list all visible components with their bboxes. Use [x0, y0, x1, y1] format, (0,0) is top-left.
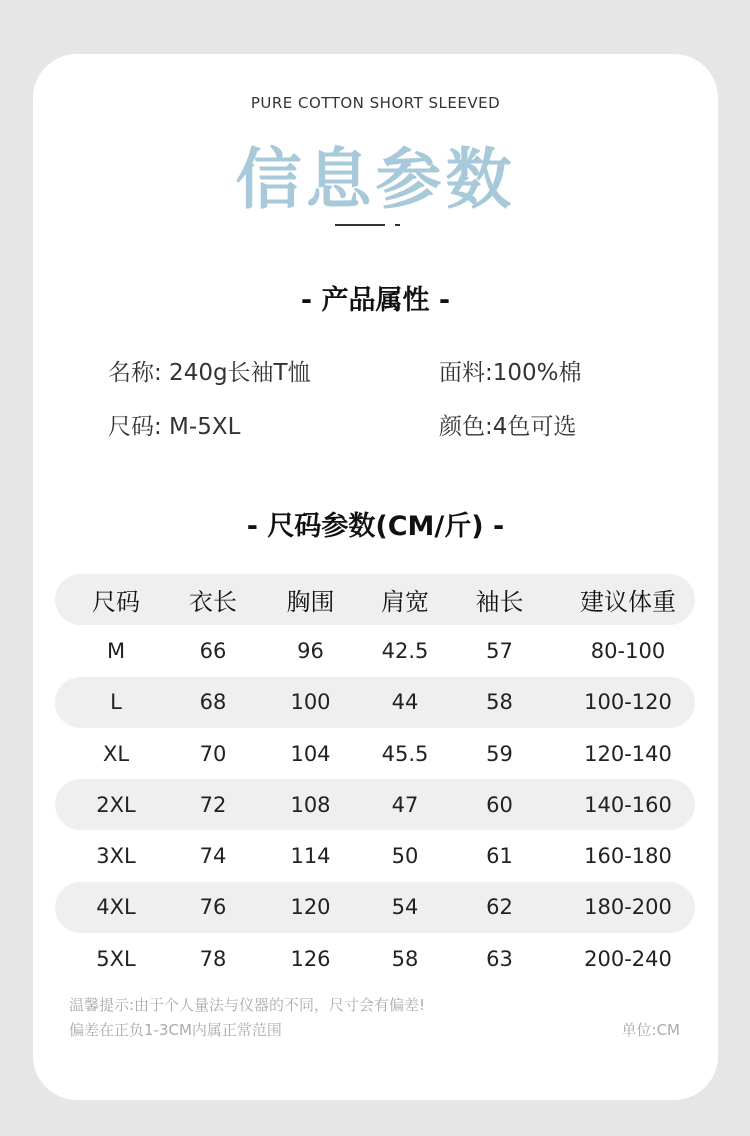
table-cell: 47 [391, 792, 419, 817]
table-cell: 140-160 [584, 792, 672, 817]
product-section-title: - 产品属性 - [300, 285, 451, 316]
table-cell: 100 [290, 690, 331, 715]
table-cell: 100-120 [584, 690, 672, 715]
table-cell: 78 [199, 946, 227, 971]
table-cell: 62 [486, 895, 513, 920]
table-cell: 96 [297, 638, 324, 663]
table-cell: 2XL [96, 792, 136, 817]
table-cell: 54 [391, 895, 419, 920]
table-cell: 58 [486, 690, 513, 715]
table-cell: 120-140 [584, 741, 672, 766]
table-cell: 5XL [96, 946, 136, 971]
table-cell: 68 [199, 690, 227, 715]
title-divider-dot [395, 224, 400, 226]
header-cell: 袖长 [475, 588, 524, 617]
header-cell: 建议体重 [580, 588, 676, 617]
product-size-range: 尺码: M-5XL [108, 414, 241, 440]
product-name: 名称: 240g长袖T恤 [108, 360, 311, 386]
table-cell: 76 [199, 895, 227, 920]
title-divider [335, 224, 385, 226]
table-cell: 108 [290, 792, 331, 817]
table-cell: 61 [486, 844, 513, 869]
table-cell: 120 [290, 895, 331, 920]
size-table [55, 574, 695, 984]
header-cell: 胸围 [286, 588, 335, 617]
table-cell: 80-100 [590, 638, 666, 663]
table-row [55, 933, 695, 984]
table-cell: 57 [486, 638, 513, 663]
table-cell: 72 [199, 792, 227, 817]
table-row [55, 728, 695, 779]
table-cell: 66 [199, 638, 227, 663]
table-cell: 126 [290, 946, 331, 971]
table-row [55, 677, 695, 728]
header-cell: 肩宽 [381, 588, 429, 617]
table-cell: 180-200 [584, 895, 672, 920]
size-section-title: - 尺码参数(CM/斤) - [246, 511, 505, 542]
eyebrow-text: PURE COTTON SHORT SLEEVED [250, 94, 501, 112]
table-row [55, 779, 695, 830]
table-cell: 63 [486, 946, 513, 971]
product-material: 面料:100%棉 [439, 360, 582, 386]
table-cell: 104 [290, 741, 331, 766]
table-cell: L [110, 690, 122, 715]
unit-label: 单位:CM [621, 1021, 680, 1039]
table-cell: 60 [486, 792, 513, 817]
table-row [55, 625, 695, 676]
info-card [33, 54, 718, 1100]
table-cell: M [106, 638, 126, 663]
table-cell: 44 [391, 690, 419, 715]
table-cell: 45.5 [381, 741, 429, 766]
table-cell: 114 [290, 844, 331, 869]
table-cell: 74 [199, 844, 227, 869]
header-cell: 尺码 [92, 588, 140, 617]
table-cell: 59 [486, 741, 513, 766]
table-cell: 160-180 [584, 844, 672, 869]
measurement-tip: 温馨提示:由于个人量法与仪器的不同，尺寸会有偏差! [69, 996, 426, 1014]
table-cell: XL [102, 741, 130, 766]
table-cell: 70 [199, 741, 227, 766]
page-title: 信息参数 [235, 141, 516, 218]
product-colors: 颜色:4色可选 [439, 414, 577, 440]
header-cell: 衣长 [189, 588, 237, 617]
table-cell: 4XL [96, 895, 136, 920]
table-cell: 58 [391, 946, 419, 971]
table-row [55, 830, 695, 881]
table-cell: 42.5 [381, 638, 429, 663]
table-cell: 50 [391, 844, 419, 869]
table-cell: 3XL [96, 844, 136, 869]
table-row [55, 882, 695, 933]
table-header-row [55, 574, 695, 625]
table-cell: 200-240 [584, 946, 672, 971]
tolerance-note: 偏差在正负1-3CM内属正常范围 [69, 1021, 282, 1039]
